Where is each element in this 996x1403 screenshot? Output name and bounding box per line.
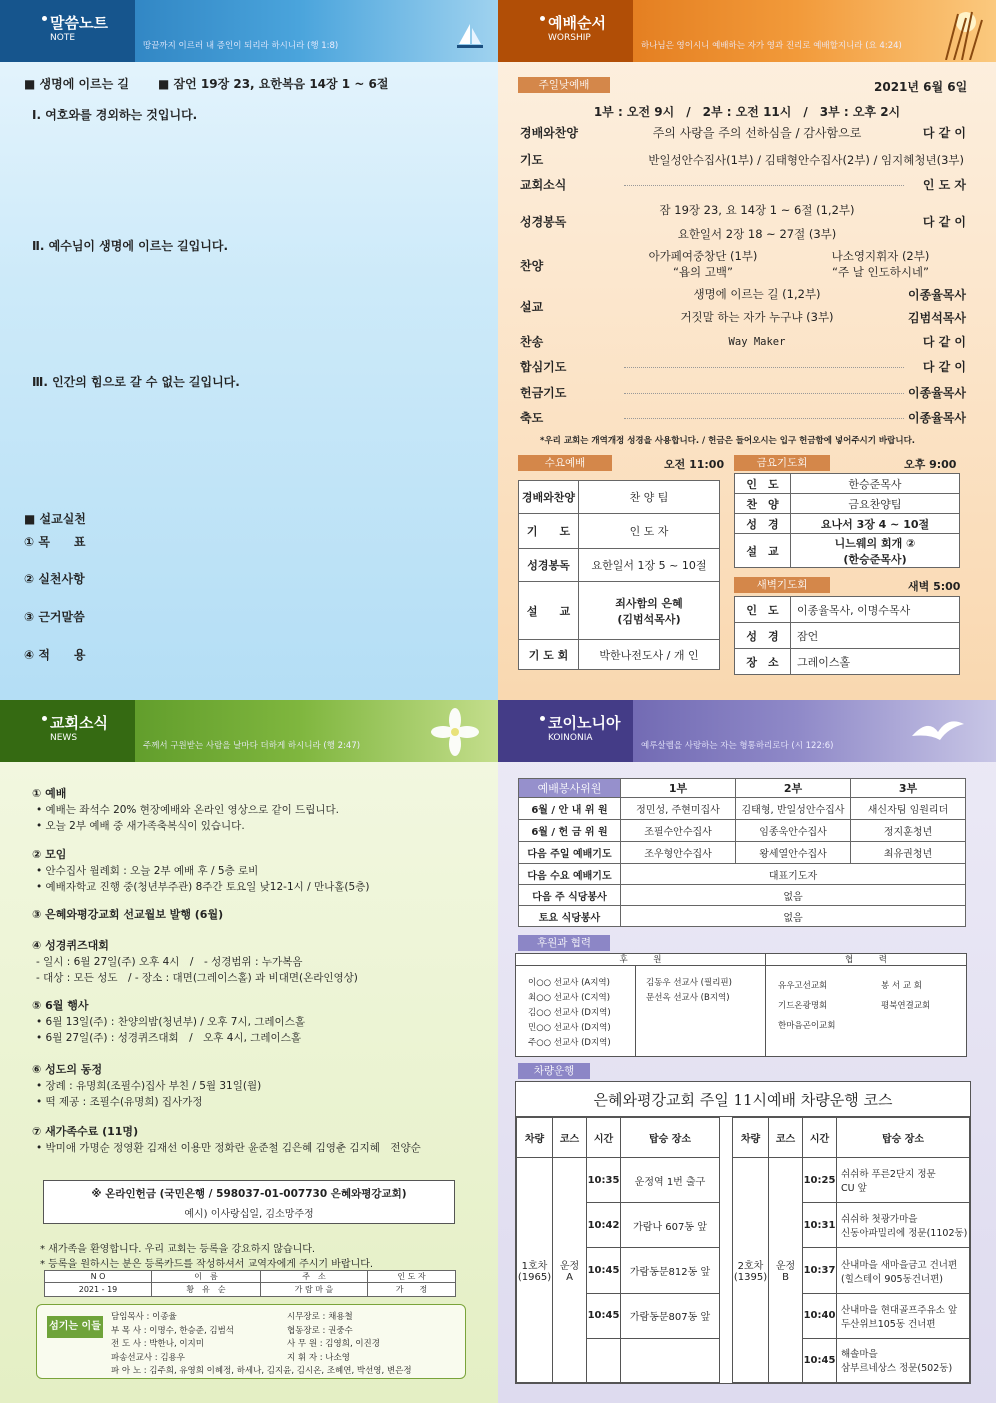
fri-key-4: 설 교: [735, 534, 791, 568]
car2-h2: 시간: [803, 1118, 837, 1158]
news-item-title: ⑥ 성도의 동정: [32, 1063, 103, 1076]
news-item-line: • 예배자학교 진행 중(청년부주관) 8주간 토요일 낮12-1시 / 만나홀(5층): [36, 881, 370, 893]
svc-r4-key: 다음 수요 예배기도: [519, 864, 621, 885]
online-offering-box: [43, 1180, 455, 1224]
support-list-a: [516, 966, 636, 1056]
staff-missionary: 파송선교사 : 김용우: [111, 1352, 185, 1363]
choir-song-1: “욥의 고백”: [672, 265, 733, 279]
news-item-line: • 떡 제공 : 조필수(유명희) 집사가정: [36, 1096, 203, 1108]
car2-p2: 쉬쉬하 첫광가마을 신동아파밀리에 정문(1102동): [837, 1203, 970, 1248]
news-title: 교회소식: [50, 714, 108, 732]
coop-b-1: 봉 서 교 회: [881, 981, 922, 991]
car2-no: (1395): [733, 1272, 768, 1284]
vehicle-title: 은혜와평강교회 주일 11시예배 차량운행 코스: [515, 1081, 971, 1117]
car1-course: 운정: [559, 1261, 580, 1273]
friday-tag: 금요기도회: [734, 455, 830, 471]
fri-val-2: 금요찬양팀: [791, 494, 960, 514]
news-item-line: • 6월 13일(주) : 찬양의밤(청년부) / 오후 7시, 그레이스홀: [36, 1016, 305, 1028]
sermon-line2: 거짓말 하는 자가 누구냐 (3부): [680, 310, 834, 324]
point-3: Ⅲ. 인간의 힘으로 갈 수 없는 길입니다.: [32, 375, 240, 389]
svc-r6-key: 토요 식당봉사: [519, 906, 621, 927]
bible-note: *우리 교회는 개역개정 성경을 사용합니다. / 헌금은 들어오시는 입구 헌금함에 넣어주시기 바랍니다.: [540, 436, 916, 446]
worship-verse: 하나님은 영이시니 예배하는 자가 영과 진리로 예배할지니라 (요 4:24): [641, 41, 902, 51]
coop-head: 협 력: [766, 954, 966, 966]
coop-a-3: 한마음곤이교회: [778, 1021, 836, 1031]
svc-r1-1: 정민성, 주현미집사: [621, 798, 736, 820]
fri-key-3: 성 경: [735, 514, 791, 534]
staff-conductor: 지 휘 자 : 나소영: [287, 1352, 350, 1363]
news-item: [32, 907, 223, 923]
car2-t5: 10:45: [803, 1338, 837, 1382]
news-item-title: ③ 은혜와평강교회 선교월보 발행 (6월): [32, 908, 224, 921]
car2-table: [732, 1117, 970, 1383]
car1-p1: 운정역 1번 출구: [621, 1158, 720, 1203]
dawn-val-1: 이종율목사, 이명수목사: [791, 597, 960, 623]
wednesday-tag: 수요예배: [518, 455, 612, 471]
news-item-line: • 6월 27일(주) : 성경퀴즈대회 / 오후 4시, 그레이스홀: [36, 1032, 301, 1044]
koinonia-header: [498, 700, 996, 762]
order-news-leader: 인 도 자: [922, 178, 966, 192]
order-news-key: 교회소식: [520, 178, 567, 192]
car1-h2: 시간: [587, 1118, 621, 1158]
reg-head-addr: 주 소: [260, 1271, 367, 1283]
welcome-line2: * 등록을 원하시는 분은 등록카드를 작성하셔서 교역자에게 주시기 바랍니다.: [40, 1259, 374, 1270]
worship-title: 예배순서: [548, 14, 606, 32]
koinonia-title-en: KOINONIA: [548, 733, 593, 743]
news-header: [0, 700, 498, 762]
car2-p4: 산내마을 현대골프주유소 앞 두산위브105동 건너편: [837, 1293, 970, 1338]
order-reading-leader: 다 같 이: [922, 215, 966, 229]
order-unity-key: 합심기도: [520, 360, 567, 374]
car1-h0: 차량: [517, 1118, 553, 1158]
dawn-key-2: 성 경: [735, 623, 791, 649]
order-praise-content: 주의 사랑을 주의 선하심을 / 감사함으로: [652, 126, 862, 140]
car2-bus: 2호차: [737, 1261, 764, 1273]
vehicle-schedule: [515, 1116, 971, 1384]
car1-bus: 1호차: [521, 1261, 548, 1273]
news-title-en: NEWS: [50, 733, 78, 743]
news-verse: 주께서 구원받는 사람을 날마다 더하게 하시니라 (행 2:47): [143, 741, 361, 751]
point-1: Ⅰ. 여호와를 경외하는 것입니다.: [32, 108, 198, 122]
car1-t3: 10:45: [587, 1248, 621, 1293]
reg-name: 황 유 순: [152, 1283, 261, 1297]
car1-class: A: [566, 1272, 573, 1284]
reg-addr: 가 람 마 을: [260, 1283, 367, 1297]
order-praise: [520, 123, 966, 143]
vehicle-tag: 차량운행: [518, 1063, 590, 1079]
wed-key-3: 성경봉독: [519, 549, 579, 582]
order-offering-key: 헌금기도: [520, 386, 567, 400]
worship-title-box: [498, 0, 633, 62]
sermon-preacher-1: 이종율목사: [908, 288, 966, 302]
order-offering-leader: 이종율목사: [908, 386, 966, 400]
coop-a-2: 기드온광명회: [778, 1001, 828, 1011]
svc-head-3: 3부: [851, 779, 966, 798]
support-b-1: 김동우 선교사 (필리핀): [646, 978, 732, 988]
news-title-box: [0, 700, 135, 762]
service-date: 2021년 6월 6일: [874, 80, 968, 94]
koinonia-title: 코이노니아: [548, 714, 621, 732]
wed-val-4: 죄사함의 은혜 (김범석목사): [579, 582, 720, 640]
car2-class: B: [782, 1272, 789, 1284]
car1-t2: 10:42: [587, 1203, 621, 1248]
news-item: [32, 847, 369, 895]
car2-course: 운정: [775, 1261, 796, 1273]
car2-t4: 10:40: [803, 1293, 837, 1338]
car1-p2: 가람나 607동 앞: [621, 1203, 720, 1248]
point-2: Ⅱ. 예수님이 생명에 이르는 길입니다.: [32, 239, 229, 253]
flower-icon: [420, 704, 490, 760]
wed-val-1: 찬 양 팀: [579, 481, 720, 514]
svc-r4-val: 대표기도자: [621, 864, 966, 885]
dawn-val-2: 잠언: [791, 623, 960, 649]
wed-val-5: 박한나전도사 / 개 인: [579, 640, 720, 670]
order-prayer-key: 기도: [520, 153, 544, 167]
svc-r6-val: 없음: [621, 906, 966, 927]
staff-right: [287, 1311, 380, 1365]
coop-b-2: 평북연결교회: [881, 1001, 931, 1011]
practice-items: ② 실천사항: [24, 572, 85, 586]
practice-verse: ③ 근거말씀: [24, 610, 85, 624]
svc-r1-2: 김태형, 반일성안수집사: [736, 798, 851, 820]
car1-t1: 10:35: [587, 1158, 621, 1203]
sunday-service-tag: 주일낮예배: [518, 77, 610, 93]
note-title: 말씀노트: [50, 14, 108, 32]
dawn-val-3: 그레이스홀: [791, 649, 960, 675]
car2-t3: 10:37: [803, 1248, 837, 1293]
sermon-line1: 생명에 이르는 길 (1,2부): [693, 287, 821, 301]
car2-p1: 쉬쉬하 푸른2단지 정문 CU 앞: [837, 1158, 970, 1203]
svc-r3-key: 다음 주일 예배기도: [519, 842, 621, 864]
koinonia-verse: 예루살렘을 사랑하는 자는 형통하리로다 (시 122:6): [641, 741, 834, 751]
coop-list-b: [881, 976, 930, 1016]
note-verse: 땅끝까지 이르러 내 증인이 되리라 하시니라 (행 1:8): [143, 41, 339, 51]
order-hymn-content: Way Maker: [728, 336, 786, 348]
news-item-title: ④ 성경퀴즈대회: [32, 939, 109, 952]
dawn-key-1: 인 도: [735, 597, 791, 623]
reg-no: 2021 - 19: [45, 1283, 152, 1297]
choir-1: 아가페여중창단 (1부): [648, 249, 758, 263]
wed-key-5: 기 도 회: [519, 640, 579, 670]
worship-header: [498, 0, 996, 62]
dawn-time: 새벽 5:00: [908, 580, 961, 593]
sermon-title: ■ 생명에 이르는 길: [24, 77, 130, 91]
order-benediction-leader: 이종율목사: [908, 411, 966, 425]
order-reading-key: 성경봉독: [520, 215, 567, 229]
svc-r2-2: 임종욱안수집사: [736, 820, 851, 842]
order-unity-prayer: [520, 357, 966, 377]
staff-office: 사 무 원 : 김영희, 이진경: [287, 1339, 380, 1349]
koinonia-title-box: [498, 700, 633, 762]
news-item-title: ⑦ 새가족수료 (11명): [32, 1125, 139, 1138]
sermon-note-panel: [0, 0, 498, 700]
support-box: [515, 953, 967, 1057]
news-item: [32, 1062, 261, 1110]
svc-r3-1: 조우형안수집사: [621, 842, 736, 864]
support-a-4: 민○○ 선교사 (D지역): [528, 1023, 611, 1033]
wed-val-3: 요한일서 1장 5 ~ 10절: [579, 549, 720, 582]
car2-t2: 10:31: [803, 1203, 837, 1248]
car1-h3: 탑승 장소: [621, 1118, 720, 1158]
note-title-box: [0, 0, 135, 62]
wed-key-2: 기 도: [519, 514, 579, 549]
svc-head-2: 2부: [736, 779, 851, 798]
order-reading-line2: 요한일서 2장 18 ~ 27절 (3부): [677, 227, 837, 241]
fri-key-2: 찬 양: [735, 494, 791, 514]
fri-val-1: 한승준목사: [791, 474, 960, 494]
car2-p5: 해솔마을 삼부르네상스 정문(502동): [837, 1338, 970, 1382]
car1-p4: 가람동문807동 앞: [621, 1293, 720, 1338]
sermon-preacher-2: 김범석목사: [908, 311, 966, 325]
support-a-5: 주○○ 선교사 (D지역): [528, 1038, 611, 1048]
car1-no: (1965): [517, 1272, 552, 1284]
staff-associate: 부 목 사 : 이명수, 한승준, 김범석: [111, 1325, 235, 1336]
order-sermon-key: 설교: [520, 300, 544, 314]
news-item-line: • 안수집사 월례회 : 오늘 2부 예배 후 / 5층 로비: [36, 865, 259, 877]
reg-head-name: 이 름: [152, 1271, 261, 1283]
staff-piano: 파 아 노 : 김주희, 유영희 이혜정, 하세나, 김지윤, 김시온, 조혜연, 박선영, 변은정: [111, 1366, 412, 1376]
news-item-line: • 박미애 가명순 정영환 김재선 이용만 정화란 윤준철 김은혜 김영춘 김지혜 전양순: [36, 1142, 421, 1154]
svc-head-1: 1부: [621, 779, 736, 798]
order-praise-key: 경배와찬양: [520, 126, 578, 140]
choir-song-2: “주 날 인도하시네”: [832, 265, 929, 279]
news-item-title: ② 모임: [32, 848, 67, 861]
staff-evangelist: 전 도 사 : 박한나, 이지미: [111, 1339, 204, 1349]
wed-key-4: 설 교: [519, 582, 579, 640]
service-times: 1부 : 오전 9시 / 2부 : 오전 11시 / 3부 : 오후 2시: [593, 105, 901, 119]
wed-key-1: 경배와찬양: [519, 481, 579, 514]
coop-list-a: [778, 976, 835, 1036]
worship-title-en: WORSHIP: [548, 33, 591, 43]
fri-val-4: 니느웨의 회개 ② (한승준목사): [791, 534, 960, 568]
news-item-line: - 대상 : 모든 성도 / - 장소 : 대면(그레이스홀) 과 비대면(온라인영상): [36, 972, 358, 984]
wheat-icon: [936, 4, 992, 60]
order-unity-leader: 다 같 이: [922, 360, 966, 374]
staff-box: [36, 1304, 466, 1379]
car2-h0: 차량: [733, 1118, 769, 1158]
news-item-line: • 장례 : 유명희(조필수)집사 부친 / 5월 31일(월): [36, 1080, 262, 1092]
order-benediction: [520, 408, 966, 428]
wednesday-table: [518, 480, 720, 670]
support-list-b: [636, 966, 766, 1056]
support-a-2: 최○○ 선교사 (C지역): [528, 993, 611, 1003]
koinonia-panel: [498, 700, 996, 1403]
dawn-tag: 새벽기도회: [734, 577, 830, 593]
order-hymn-key: 찬송: [520, 335, 544, 349]
news-item: [32, 938, 358, 986]
online-offering-account: ※ 온라인헌금 (국민은행 / 598037-01-007730 은혜와평강교회): [91, 1188, 407, 1200]
practice-apply: ④ 적 용: [24, 648, 86, 662]
car2-h3: 탑승 장소: [837, 1118, 970, 1158]
news-item-title: ① 예배: [32, 787, 67, 800]
sermon-scripture: ■ 잠언 19장 23, 요한복음 14장 1 ~ 6절: [158, 77, 389, 91]
order-hymn-leader: 다 같 이: [922, 335, 966, 349]
order-hymn: [520, 332, 966, 352]
staff-elder: 시무장로 : 채용철: [287, 1312, 353, 1322]
support-a-3: 김○○ 선교사 (D지역): [528, 1008, 611, 1018]
choir-2: 나소영지휘자 (2부): [831, 249, 930, 263]
reg-head-no: N O: [45, 1271, 152, 1283]
svc-r2-3: 정지훈청년: [851, 820, 966, 842]
wed-val-2: 인 도 자: [579, 514, 720, 549]
svc-r3-3: 최유권청년: [851, 842, 966, 864]
news-item-line: - 일시 : 6월 27일(주) 오후 4시 / - 성경범위 : 누가복음: [36, 956, 303, 968]
svc-r3-2: 왕세열안수집사: [736, 842, 851, 864]
staff-senior-pastor: 담임목사 : 이종율: [111, 1312, 177, 1322]
worship-order-panel: [498, 0, 996, 700]
reg-head-guide: 인 도 자: [368, 1271, 456, 1283]
bird-icon: [908, 710, 968, 754]
new-member-table: [44, 1270, 456, 1297]
dawn-table: [734, 596, 960, 675]
online-offering-example: 예시) 이사랑십일, 김소망주정: [184, 1209, 314, 1220]
order-benediction-key: 축도: [520, 411, 544, 425]
reg-guide: 가 정: [368, 1283, 456, 1297]
fri-val-3: 요나서 3장 4 ~ 10절: [791, 514, 960, 534]
order-offering-prayer: [520, 383, 966, 403]
news-item: [32, 786, 339, 834]
order-choir-key: 찬양: [520, 259, 544, 273]
news-item-line: • 예배는 좌석수 20% 현장예배와 온라인 영상으로 같이 드립니다.: [36, 804, 340, 816]
service-team-table: [518, 778, 966, 927]
friday-time: 오후 9:00: [904, 458, 957, 471]
svc-r5-val: 없음: [621, 885, 966, 906]
order-praise-leader: 다 같 이: [922, 126, 966, 140]
sailboat-icon: [455, 22, 485, 50]
car2-t1: 10:25: [803, 1158, 837, 1203]
car2-h1: 코스: [769, 1118, 803, 1158]
note-header: [0, 0, 498, 62]
svc-r5-key: 다음 주 식당봉사: [519, 885, 621, 906]
order-news: [520, 175, 966, 195]
car2-p3: 산내마을 새마을금고 건너편 (힐스테이 905동건너편): [837, 1248, 970, 1293]
coop-a-1: 유우고선교회: [778, 981, 828, 991]
news-item-title: ⑤ 6월 행사: [32, 999, 89, 1012]
news-item: [32, 1124, 421, 1156]
practice-goal: ① 목 표: [24, 535, 86, 549]
wednesday-time: 오전 11:00: [664, 458, 725, 471]
svc-head-0: 예배봉사위원: [519, 779, 621, 798]
support-b-2: 문선옥 선교사 (B지역): [646, 993, 730, 1003]
fri-key-1: 인 도: [735, 474, 791, 494]
staff-tag: 섬기는 이들: [47, 1316, 103, 1338]
svc-r2-key: 6월 / 헌 금 위 원: [519, 820, 621, 842]
order-prayer: [520, 150, 966, 170]
car1-p3: 가람동문812동 앞: [621, 1248, 720, 1293]
church-news-panel: [0, 700, 498, 1403]
welcome-line1: * 새가족을 환영합니다. 우리 교회는 등록을 강요하지 않습니다.: [40, 1244, 316, 1255]
friday-table: [734, 473, 960, 568]
car1-table: [516, 1117, 720, 1383]
news-item: [32, 998, 305, 1046]
support-tag: 후원과 협력: [518, 935, 610, 951]
staff-coop-elder: 협동장로 : 권중수: [287, 1325, 353, 1336]
car1-t4: 10:45: [587, 1293, 621, 1338]
svc-r1-3: 새신자팀 임원리더: [851, 798, 966, 820]
order-reading-line1: 잠 19장 23, 요 14장 1 ~ 6절 (1,2부): [659, 203, 855, 217]
news-item-line: • 오늘 2부 예배 중 새가족축복식이 있습니다.: [36, 820, 245, 832]
svc-r1-key: 6월 / 안 내 위 원: [519, 798, 621, 820]
car1-h1: 코스: [553, 1118, 587, 1158]
support-head: 후 원: [516, 954, 766, 966]
practice-title: ■ 설교실천: [24, 512, 86, 526]
dawn-key-3: 장 소: [735, 649, 791, 675]
support-a-1: 이○○ 선교사 (A지역): [528, 978, 610, 988]
note-title-en: NOTE: [50, 33, 76, 43]
order-prayer-content: 반일성안수집사(1부) / 김태형안수집사(2부) / 임지혜청년(3부): [648, 153, 964, 167]
svc-r2-1: 조필수안수집사: [621, 820, 736, 842]
